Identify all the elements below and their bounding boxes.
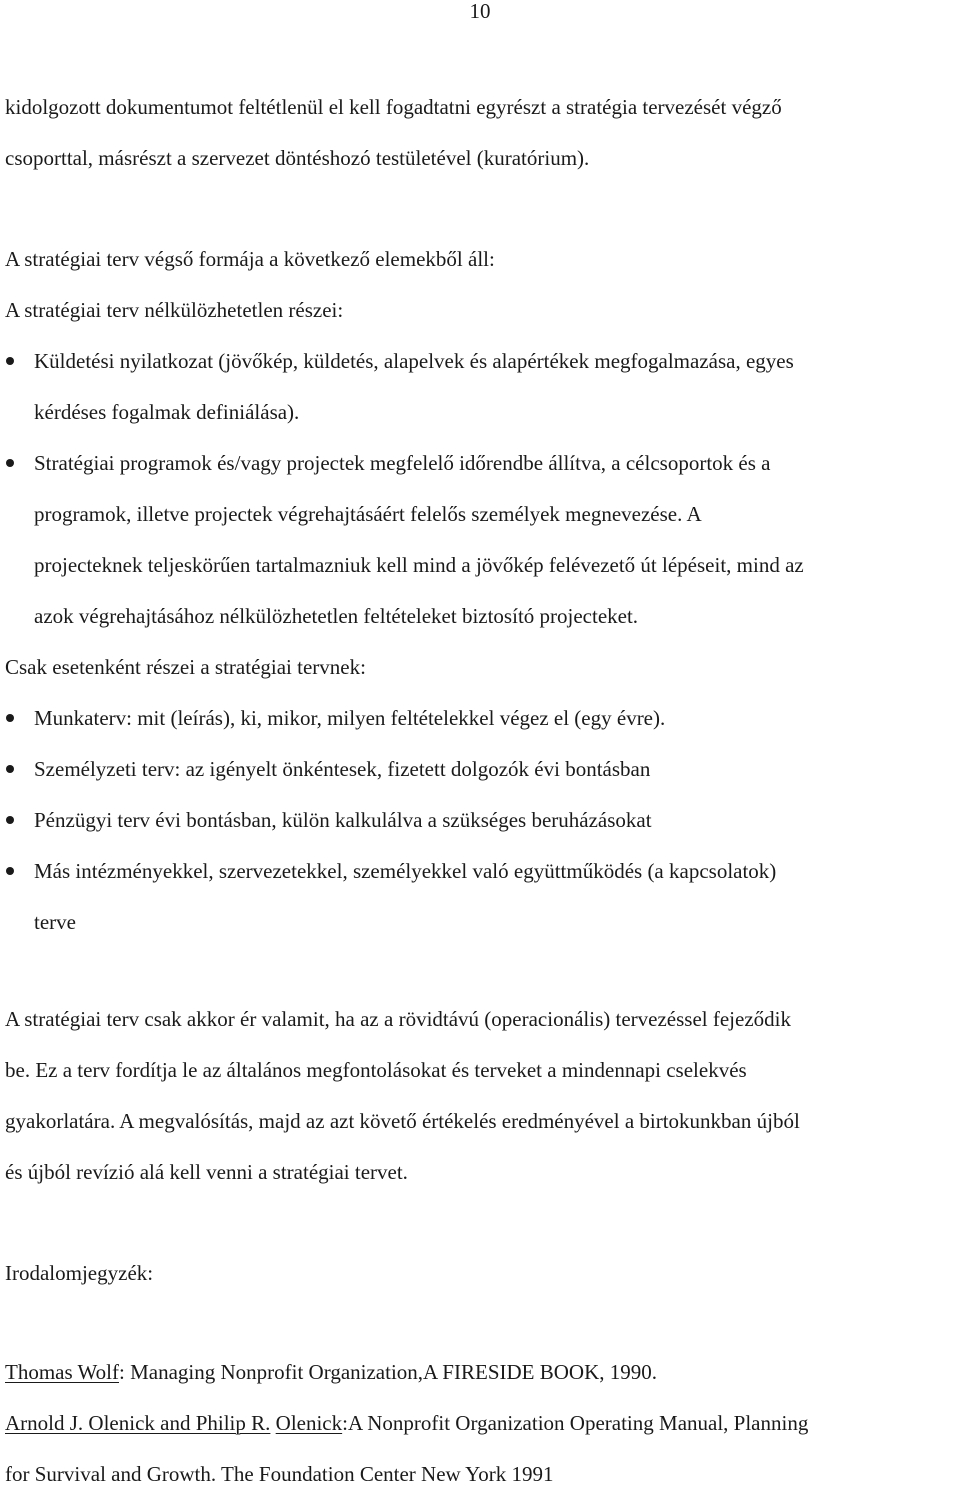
bibliography-heading: Irodalomjegyzék: xyxy=(5,1261,154,1285)
page-number: 10 xyxy=(469,0,491,23)
closing-paragraph xyxy=(5,994,955,1198)
list-item-line: Küldetési nyilatkozat (jövőkép, küldetés, alapelvek és alapértékek megfogalmazása, egyes xyxy=(34,349,794,373)
reference-author: Olenick xyxy=(275,1411,343,1435)
list-item-line: projecteknek teljeskörűen tartalmazniuk kell mind a jövőkép felévezető út lépéseit, mind az xyxy=(34,553,804,577)
reference-item xyxy=(5,1347,955,1398)
bibliography-list xyxy=(5,1347,955,1500)
list-item-line: programok, illetve projectek végrehajtásáért felelős személyek megnevezése. A xyxy=(34,502,702,526)
list-item xyxy=(5,438,955,642)
list-item xyxy=(5,744,955,795)
reference-author: Thomas Wolf xyxy=(5,1360,119,1384)
list-item-line: Személyzeti terv: az igényelt önkéntesek, fizetett dolgozók évi bontásban xyxy=(34,757,651,781)
occasional-parts-heading: Csak esetenként részei a stratégiai tervnek: xyxy=(5,655,366,679)
list-item-line: kérdéses fogalmak definiálása). xyxy=(34,400,300,424)
list-item xyxy=(5,336,955,438)
reference-text: : Managing Nonprofit Organization,A FIRESIDE BOOK, 1990. xyxy=(119,1360,657,1384)
list-item xyxy=(5,795,955,846)
list-item-line: Stratégiai programok és/vagy projectek megfelelő időrendbe állítva, a célcsoportok és a xyxy=(34,451,771,475)
list-item-line: Pénzügyi terv évi bontásban, külön kalkulálva a szükséges beruházásokat xyxy=(34,808,652,832)
reference-item-continued: for Survival and Growth. The Foundation Center New York 1991 xyxy=(5,1462,554,1486)
list-item-line: terve xyxy=(34,910,76,934)
reference-text: :A Nonprofit Organization Operating Manual, Planning xyxy=(342,1411,809,1435)
essential-parts-list xyxy=(5,336,955,642)
reference-author: Arnold J. Olenick and Philip R. xyxy=(5,1411,271,1435)
intro-paragraph xyxy=(5,82,955,184)
essential-parts-heading: A stratégiai terv nélkülözhetetlen részei: xyxy=(5,298,344,322)
list-item-line: Munkaterv: mit (leírás), ki, mikor, milyen feltételekkel végez el (egy évre). xyxy=(34,706,666,730)
closing-line: A stratégiai terv csak akkor ér valamit, ha az a rövidtávú (operacionális) tervezéssel fejeződik xyxy=(5,1007,791,1031)
intro-line: kidolgozott dokumentumot feltétlenül el kell fogadtatni egyrészt a stratégia tervezését végző xyxy=(5,95,782,119)
reference-item xyxy=(5,1398,955,1449)
closing-line: és újból revízió alá kell venni a stratégiai tervet. xyxy=(5,1160,408,1184)
list-item xyxy=(5,693,955,744)
closing-line: gyakorlatára. A megvalósítás, majd az azt követő értékelés eredményével a birtokunkban újból xyxy=(5,1109,800,1133)
occasional-parts-list xyxy=(5,693,955,948)
list-item xyxy=(5,846,955,948)
list-item-line: azok végrehajtásához nélkülözhetetlen feltételeket biztosító projecteket. xyxy=(34,604,639,628)
intro-line: csoporttal, másrészt a szervezet döntéshozó testületével (kuratórium). xyxy=(5,146,590,170)
list-item-line: Más intézményekkel, szervezetekkel, személyekkel való együttműködés (a kapcsolatok) xyxy=(34,859,777,883)
closing-line: be. Ez a terv fordítja le az általános megfontolásokat és terveket a mindennapi cselekvés xyxy=(5,1058,747,1082)
final-form-heading: A stratégiai terv végső formája a következő elemekből áll: xyxy=(5,247,495,271)
strategic-plan-section xyxy=(5,234,955,948)
